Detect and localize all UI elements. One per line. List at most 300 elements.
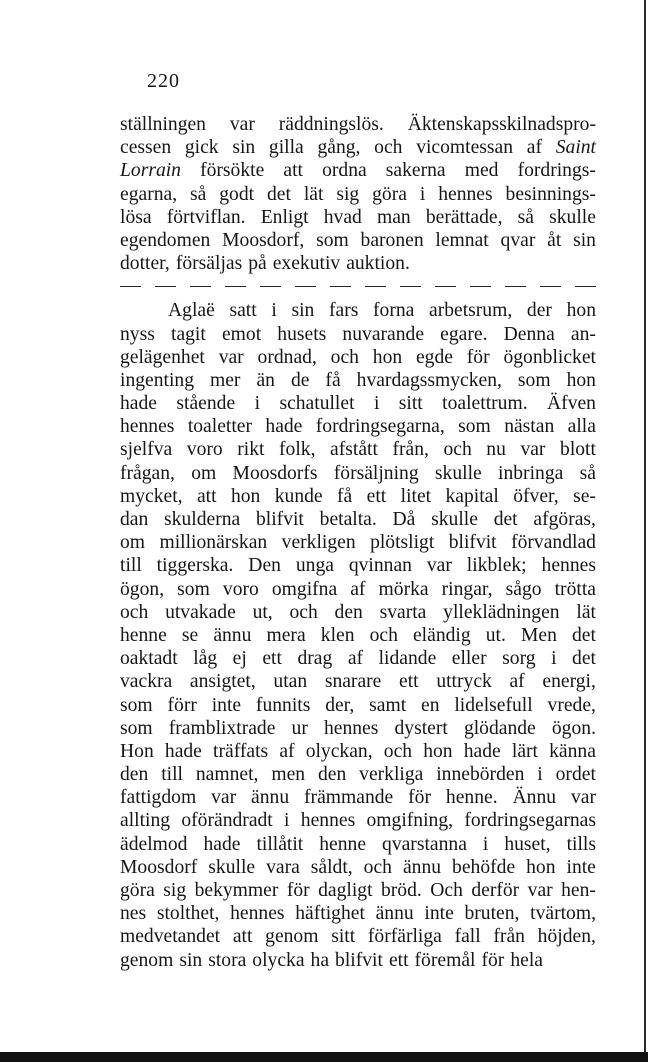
word: ej — [232, 648, 247, 670]
word: låg — [193, 648, 218, 670]
word: emot — [221, 323, 262, 345]
word: allting — [120, 810, 171, 832]
word: blifvit — [255, 509, 304, 530]
separator-dash — [120, 286, 141, 287]
word: än — [256, 369, 275, 391]
word: så — [579, 462, 596, 484]
word: nu — [486, 439, 506, 461]
word: ingenting — [120, 369, 195, 391]
word: men — [271, 764, 306, 786]
separator-dash — [470, 286, 491, 287]
text-line — [120, 323, 596, 346]
word: ett — [262, 648, 282, 670]
section-separator-dashes — [120, 277, 596, 295]
word: förvandlad — [511, 532, 596, 554]
word: hon — [423, 740, 453, 762]
word: egde — [415, 346, 453, 368]
word: i — [419, 183, 426, 205]
word: hennes — [300, 810, 356, 832]
word: till — [120, 555, 142, 577]
word: ett — [399, 671, 419, 693]
word: hon — [230, 485, 261, 507]
word: forna — [373, 300, 415, 322]
word: Äktenskapsskilnadspro- — [407, 114, 596, 135]
text-line — [120, 879, 596, 902]
word: ställningen — [120, 114, 206, 135]
word: utan — [273, 671, 308, 693]
text-line — [120, 229, 596, 252]
word: ringar, — [441, 578, 493, 600]
word: mer — [210, 369, 241, 391]
word: ordnad, — [257, 346, 317, 368]
word: fall — [454, 926, 481, 948]
text-line — [120, 136, 596, 159]
word: afgöras, — [533, 509, 596, 530]
word: se- — [573, 485, 596, 507]
word: och — [363, 856, 392, 878]
word: hela — [510, 949, 543, 971]
word: blifvit — [448, 532, 497, 554]
word: af — [509, 671, 525, 693]
word: nyss — [120, 323, 155, 345]
word: sågo — [505, 578, 542, 600]
word: hon — [372, 346, 403, 368]
word: toaletter — [187, 416, 252, 438]
word: från — [493, 926, 525, 948]
text-line — [120, 925, 596, 948]
word: Och — [430, 880, 463, 901]
separator-dash — [295, 286, 316, 287]
word: Äfven — [547, 393, 596, 415]
word: afstått — [330, 439, 378, 461]
word: Hon — [120, 740, 154, 762]
word: tvärtom, — [530, 903, 596, 925]
word: hade — [265, 416, 303, 438]
word: som — [517, 369, 551, 391]
word: millionärskan — [159, 532, 268, 554]
word: schatullet — [279, 393, 355, 415]
separator-dash — [155, 286, 176, 287]
word: plötsligt — [370, 532, 435, 554]
word: ylleklädningen — [443, 601, 560, 623]
word: man — [376, 206, 411, 228]
word: ut. — [485, 624, 506, 646]
word: räddningslös. — [278, 114, 384, 135]
word: unga — [295, 555, 334, 577]
word: Ännu — [512, 787, 557, 809]
word: dagligt — [318, 880, 373, 901]
word: känna — [549, 740, 596, 762]
word: i — [271, 300, 277, 322]
word: genom — [265, 926, 319, 948]
word: der — [526, 300, 552, 322]
word: sig — [163, 880, 187, 901]
word: mörka — [378, 578, 429, 600]
word: inte — [211, 694, 242, 716]
word: verkliga — [359, 764, 424, 786]
text-line — [120, 949, 596, 972]
word: egarna, — [120, 183, 178, 205]
word: blifvit — [335, 949, 383, 971]
text-line — [120, 740, 596, 763]
word: åt — [547, 229, 562, 251]
word: och — [369, 624, 398, 646]
word: sjelfva — [120, 439, 173, 461]
word: ansigtet, — [189, 671, 256, 693]
word: sig — [336, 183, 360, 205]
word: från, — [392, 439, 429, 461]
word: betalta. — [319, 509, 377, 530]
word: an- — [570, 323, 596, 345]
page-bottom-edge-border — [0, 1052, 648, 1062]
word: främmande — [304, 787, 394, 809]
word: af — [279, 740, 295, 762]
text-line — [120, 601, 596, 624]
word: skulle — [431, 509, 478, 530]
separator-dash — [330, 286, 351, 287]
word: uttryck — [436, 671, 492, 693]
text-line — [120, 833, 596, 856]
text-line — [120, 485, 596, 508]
word: sin — [573, 229, 596, 251]
word: i — [482, 833, 489, 855]
text-line — [120, 786, 596, 809]
word: det — [572, 648, 596, 670]
separator-dash — [400, 286, 421, 287]
word: vicomtessan — [416, 137, 514, 159]
word: ögon, — [120, 578, 165, 600]
word: göra — [120, 880, 155, 901]
text-line — [120, 670, 596, 693]
word: Lorrain — [120, 160, 181, 182]
separator-dash — [540, 286, 561, 287]
word: skulle — [434, 462, 482, 484]
word: folk, — [279, 439, 316, 461]
word: fars — [328, 300, 359, 322]
text-line — [120, 206, 596, 229]
word: Denna — [503, 323, 555, 345]
word: på — [248, 253, 267, 275]
word: dotter, — [120, 253, 170, 275]
word: ut, — [252, 601, 273, 623]
word: auktion. — [346, 253, 410, 275]
word: lidelsefull — [454, 694, 533, 716]
word: af — [350, 578, 366, 600]
word: godt — [219, 183, 255, 205]
word: hade — [120, 393, 157, 415]
word: gång, — [317, 137, 361, 159]
word: fordringsegarnas — [464, 810, 596, 832]
word: likblek; — [466, 555, 527, 577]
paragraph-2 — [120, 299, 596, 971]
word: det — [572, 624, 596, 646]
word: hade — [463, 740, 501, 762]
word: qvinnan — [348, 555, 412, 577]
word: utvakade — [165, 601, 236, 623]
word: klen — [320, 624, 355, 646]
separator-dash — [365, 286, 386, 287]
word: var — [211, 787, 237, 809]
word: hade — [164, 740, 202, 762]
word: mera — [266, 624, 306, 646]
text-line — [120, 902, 596, 925]
word: besinnings- — [505, 183, 596, 205]
text-line — [120, 624, 596, 647]
word: Då — [392, 509, 416, 530]
word: litet — [400, 485, 432, 507]
text-line — [120, 299, 596, 322]
word: frågan, — [120, 462, 175, 484]
word: ännu — [402, 856, 442, 878]
word: drag — [297, 648, 333, 670]
word: svarta — [379, 601, 427, 623]
word: Aglaë — [168, 300, 215, 322]
word: gilla — [268, 137, 304, 159]
word: ett — [366, 485, 387, 507]
word: bröd. — [380, 880, 422, 901]
word: inte — [424, 903, 454, 925]
word: häftighet — [295, 903, 365, 925]
word: det — [267, 183, 291, 205]
word: var — [570, 787, 596, 809]
word: var — [527, 880, 553, 901]
word: för — [408, 787, 432, 809]
word: af — [347, 648, 364, 670]
separator-dash — [575, 286, 596, 287]
word: satt — [229, 300, 257, 322]
word: ordet — [555, 764, 596, 786]
word: omgifna — [271, 578, 338, 600]
word: ännu — [213, 624, 252, 646]
word: Moosdorfs — [232, 462, 318, 484]
word: ordna — [322, 160, 367, 182]
word: vara — [266, 856, 300, 878]
word: alla — [567, 416, 596, 438]
word: baronen — [360, 229, 424, 251]
word: bekymmer — [194, 880, 279, 901]
word: Moosdorf, — [222, 229, 305, 251]
word: om — [191, 462, 217, 484]
word: af — [526, 137, 542, 159]
word: mycket, — [120, 485, 183, 507]
word: cessen — [120, 137, 172, 159]
word: nes — [120, 903, 147, 925]
word: ögon. — [551, 717, 596, 739]
word: eländig — [412, 624, 471, 646]
separator-dash — [260, 286, 281, 287]
word: den — [334, 601, 363, 623]
word: så — [190, 183, 207, 205]
word: omgifning, — [366, 810, 454, 832]
separator-dash — [435, 286, 456, 287]
paragraph-1 — [120, 113, 596, 275]
text-line — [120, 531, 596, 554]
word: försäljas — [175, 253, 243, 275]
word: fordrings- — [517, 160, 596, 182]
word: få — [337, 485, 353, 507]
text-line — [120, 508, 596, 531]
word: Den — [248, 555, 281, 577]
word: trötta — [554, 578, 596, 600]
word: hade — [203, 833, 241, 855]
word: samt — [369, 694, 407, 716]
word: se — [181, 624, 199, 646]
word: ur — [291, 717, 308, 739]
word: exekutiv — [272, 253, 341, 275]
word: lösa — [120, 206, 152, 228]
word: och — [330, 346, 359, 368]
word: snarare — [324, 671, 382, 693]
word: föremål — [414, 949, 476, 971]
text-line — [120, 554, 596, 577]
word: oaktadt — [120, 648, 178, 670]
word: sakerna — [385, 160, 446, 182]
word: olyckan, — [305, 740, 373, 762]
word: att — [196, 485, 217, 507]
word: i — [373, 393, 380, 415]
word: vrede, — [547, 694, 596, 716]
word: var — [426, 555, 452, 577]
text-line — [120, 578, 596, 601]
word: rikt — [237, 439, 265, 461]
word: tagit — [171, 323, 206, 345]
word: nästan — [504, 416, 555, 438]
word: hvad — [323, 206, 362, 228]
text-line — [120, 717, 596, 740]
word: medvetandet — [120, 926, 221, 948]
text-line — [120, 252, 596, 275]
word: voro — [186, 439, 223, 461]
separator-dash — [190, 286, 211, 287]
word: henne. — [445, 787, 498, 809]
text-line — [120, 415, 596, 438]
word: energi, — [542, 671, 596, 693]
text-line — [120, 856, 596, 879]
word: arbetsrum, — [429, 300, 513, 322]
word: egendomen — [120, 229, 211, 251]
page-number: 220 — [147, 70, 180, 92]
word: skulle — [208, 856, 256, 878]
word: toalettrum. — [442, 393, 528, 415]
word: och — [443, 439, 472, 461]
word: i — [254, 393, 261, 415]
word: för — [481, 949, 505, 971]
word: hon — [566, 369, 596, 391]
word: kunde — [274, 485, 323, 507]
word: blott — [560, 439, 596, 461]
word: för — [466, 346, 490, 368]
word: förtviflan. — [166, 206, 246, 228]
word: inte — [566, 856, 596, 878]
word: fordringsegarna, — [315, 416, 445, 438]
word: förr — [167, 694, 197, 716]
word: henne — [319, 833, 367, 855]
word: lärt — [511, 740, 538, 762]
word: träffats — [213, 740, 269, 762]
text-line — [120, 694, 596, 717]
text-line — [120, 809, 596, 832]
word: husets — [277, 323, 327, 345]
word: qvarstanna — [382, 833, 467, 855]
word: verkligen — [281, 532, 356, 554]
word: berättade, — [425, 206, 503, 228]
word: innebörden — [436, 764, 525, 786]
word: inbringa — [498, 462, 564, 484]
separator-dash — [225, 286, 246, 287]
word: tiggerska. — [156, 555, 234, 577]
word: sorg — [502, 648, 536, 670]
word: det — [493, 509, 518, 530]
word: hen- — [561, 880, 596, 901]
word: derför — [471, 880, 520, 901]
word: Men — [520, 624, 557, 646]
word: och — [120, 601, 149, 623]
word: de — [290, 369, 310, 391]
separator-dash — [505, 286, 526, 287]
text-line — [120, 369, 596, 392]
word: olycka — [252, 949, 305, 971]
word: sitt — [398, 393, 423, 415]
text-line — [120, 438, 596, 461]
word: som — [177, 578, 210, 600]
word: som — [458, 416, 491, 438]
word: behöfde — [452, 856, 516, 878]
word: och — [383, 740, 413, 762]
word: huset, — [504, 833, 551, 855]
word: gick — [184, 137, 219, 159]
word: namnet, — [195, 764, 259, 786]
word: som — [120, 694, 153, 716]
word: med — [464, 160, 499, 182]
word: och — [289, 601, 318, 623]
word: höjden, — [537, 926, 596, 948]
word: qvar — [500, 229, 536, 251]
word: stora — [208, 949, 247, 971]
word: egare. — [440, 323, 488, 345]
word: ännu — [375, 903, 414, 925]
word: lät — [576, 601, 596, 623]
word: om — [120, 532, 146, 554]
word: hon — [566, 300, 596, 322]
word: stolthet, — [156, 903, 220, 925]
word: voro — [222, 578, 259, 600]
word: till — [161, 764, 183, 786]
word: tillåtit — [256, 833, 304, 855]
word: Moosdorf — [120, 856, 198, 878]
word: och — [374, 137, 403, 159]
word: som — [120, 717, 153, 739]
word: som — [316, 229, 349, 251]
word: ögonblicket — [503, 346, 596, 368]
text-line — [120, 346, 596, 369]
text-line — [120, 647, 596, 670]
body-text — [120, 113, 596, 972]
text-line — [120, 159, 596, 182]
word: fattigdom — [120, 787, 197, 809]
word: var — [218, 346, 244, 368]
word: hennes — [438, 183, 493, 205]
word: den — [120, 764, 149, 786]
word: vackra — [120, 671, 173, 693]
word: i — [537, 764, 543, 786]
text-line — [120, 183, 596, 206]
word: öfver, — [513, 485, 559, 507]
word: för — [286, 880, 310, 901]
word: sin — [179, 949, 203, 971]
word: i — [284, 810, 290, 832]
word: stående — [176, 393, 236, 415]
word: funnits — [255, 694, 311, 716]
